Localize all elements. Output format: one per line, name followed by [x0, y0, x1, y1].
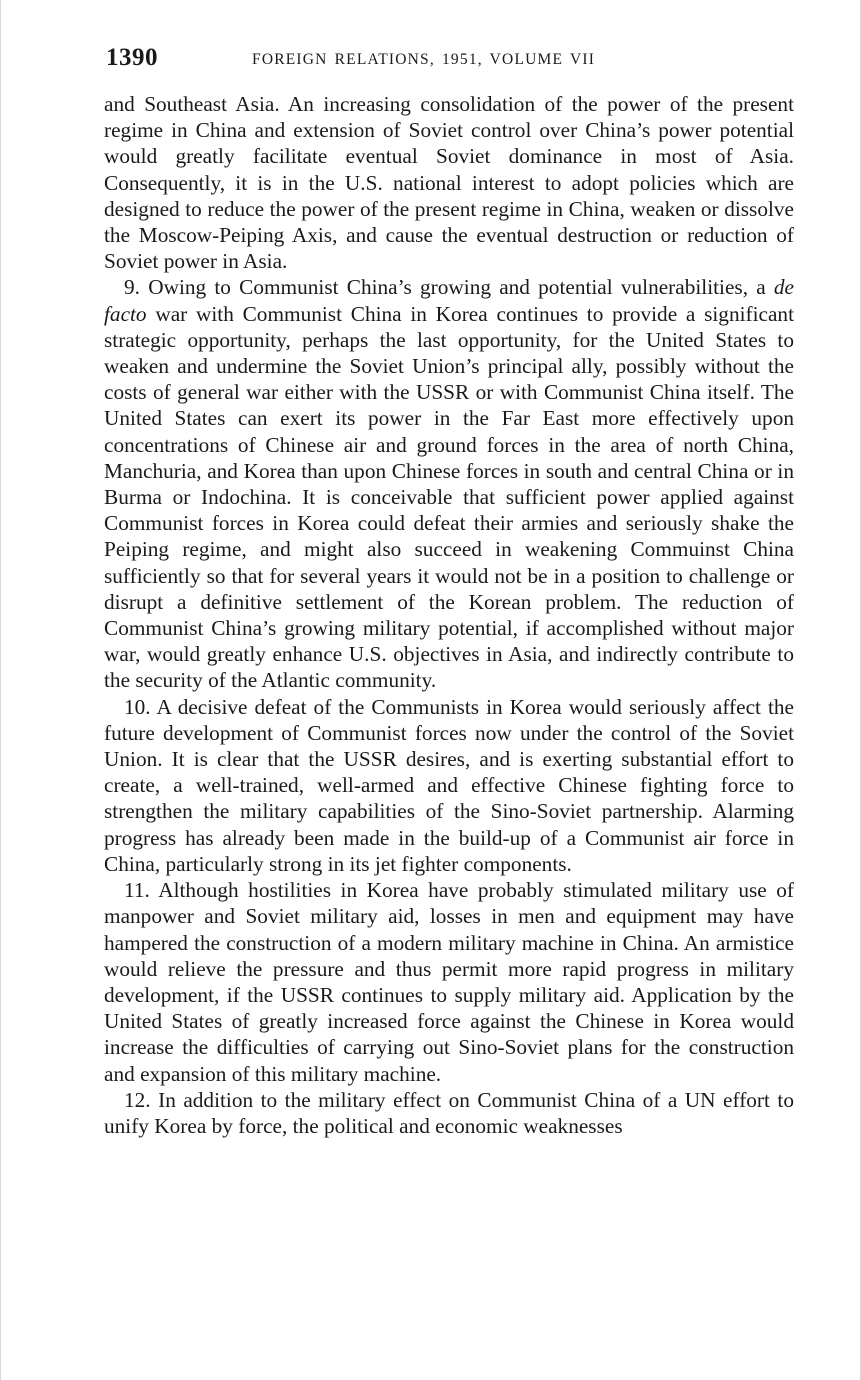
- paragraph-text: and Southeast Asia. An increasing consolidation of the power of the present regime in China and extension of Soviet control over China’s power potential would greatly facilitate eventual Soviet dominance in most of Asia. Consequently, it is in the U.S. national interest to adopt policies which are designed to reduce the power of the present regime in China, weaken or dissolve the Moscow-Peiping Axis, and cause the eventual destruction or reduction of Soviet power in Asia.: [104, 92, 794, 274]
- paragraph-number: 9.: [124, 275, 140, 300]
- italic-phrase: de facto: [104, 275, 794, 326]
- paragraph-number: 10.: [124, 694, 151, 719]
- paragraph-12: [104, 1087, 794, 1139]
- paragraph-continuation: [104, 91, 794, 274]
- running-head: FOREIGN RELATIONS, 1951, VOLUME VII: [252, 51, 596, 68]
- body-text: [104, 91, 794, 1139]
- page-number: 1390: [106, 44, 158, 71]
- paragraph-text: A decisive defeat of the Communists in Korea would seriously affect the future development of Communist forces now under the control of the Soviet Union. It is clear that the USSR desires, and is exerting substantial effort to create, a well-trained, well-armed and effective Chinese fighting force to strengthen the military capabilities of the Sino-Soviet partnership. Alarming progress has already been made in the build-up of a Communist air force in China, particularly strong in its jet fighter components.: [104, 694, 794, 876]
- paragraph-number: 12.: [124, 1087, 151, 1112]
- paragraph-11: [104, 877, 794, 1087]
- paragraph-9: [104, 274, 794, 693]
- paragraph-number: 11.: [124, 878, 150, 903]
- paragraph-text-part-2: war with Communist China in Korea continues to provide a significant strategic opportunity, perhaps the last opportunity, for the United States to weaken and undermine the Soviet Union’s principal ally, possibly without the costs of general war either with the USSR or with Communist China itself. The United States can exert its power in the Far East more effectively upon concentrations of Chinese air and ground forces in the area of north China, Manchuria, and Korea than upon Chinese forces in south and central China or in Burma or Indochina. It is conceivable that sufficient power applied against Communist forces in Korea could defeat their armies and seriously shake the Peiping regime, and might also succeed in weakening Commuinst China sufficiently so that for several years it would not be in a position to challenge or disrupt a definitive settlement of the Korean problem. The reduction of Communist China’s growing military potential, if accomplished without major war, would greatly enhance U.S. objectives in Asia, and indirectly contribute to the security of the Atlantic community.: [104, 301, 794, 693]
- paragraph-text: In addition to the military effect on Communist China of a UN effort to unify Korea by force, the political and economic weaknesses: [104, 1087, 794, 1138]
- page-header: [104, 44, 794, 74]
- paragraph-text: Although hostilities in Korea have probably stimulated military use of manpower and Soviet military aid, losses in men and equipment may have hampered the construction of a modern military machine in China. An armistice would relieve the pressure and thus permit more rapid progress in military development, if the USSR continues to supply military aid. Application by the United States of greatly increased force against the Chinese in Korea would increase the difficulties of carrying out Sino-Soviet plans for the construction and expansion of this military machine.: [104, 878, 794, 1086]
- paragraph-10: [104, 694, 794, 877]
- paragraph-text-part-1: Owing to Communist China’s growing and potential vulnerabilities, a: [148, 275, 774, 300]
